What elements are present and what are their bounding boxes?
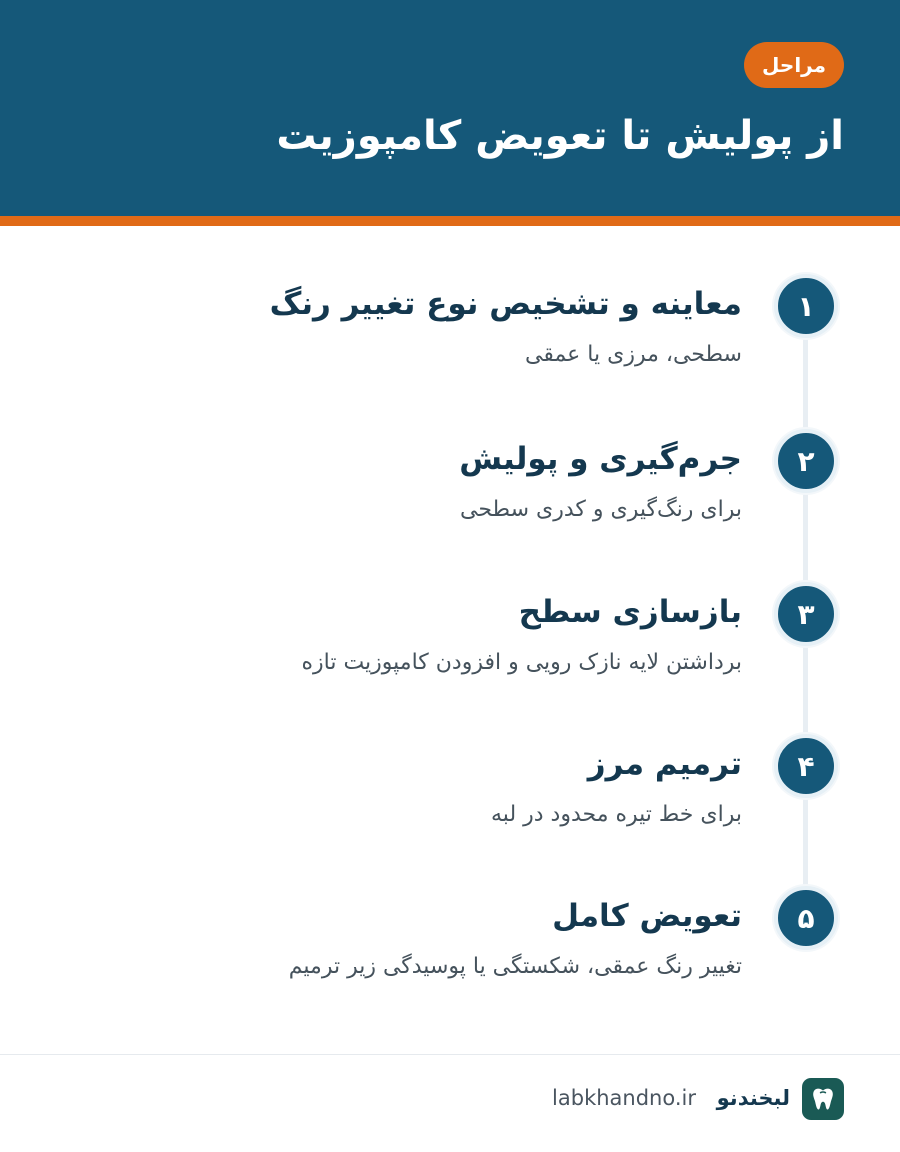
- step-number-badge: ۵: [774, 886, 838, 950]
- step-description: برای خط تیره محدود در لبه: [491, 802, 742, 827]
- brand-name: لبخندنو: [716, 1086, 790, 1110]
- tooth-icon: [802, 1078, 844, 1120]
- step-item: [0, 274, 900, 394]
- step-item: [0, 429, 900, 549]
- section-badge: مراحل: [744, 42, 844, 88]
- step-description: سطحی، مرزی یا عمقی: [524, 342, 742, 367]
- website-url[interactable]: labkhandno.ir: [552, 1086, 696, 1110]
- page-title: از پولیش تا تعویض کامپوزیت: [276, 113, 844, 159]
- step-description: برداشتن لایه نازک رویی و افزودن کامپوزیت تازه: [301, 650, 742, 675]
- step-title: ترمیم مرز: [587, 746, 742, 782]
- step-title: معاینه و تشخیص نوع تغییر رنگ: [269, 286, 742, 322]
- step-item: [0, 886, 900, 1006]
- footer-divider: [0, 1054, 900, 1055]
- step-description: برای رنگ‌گیری و کدری سطحی: [460, 497, 742, 522]
- step-number-badge: ۴: [774, 734, 838, 798]
- step-item: [0, 582, 900, 702]
- step-title: تعویض کامل: [552, 898, 742, 934]
- step-title: بازسازی سطح: [518, 594, 742, 630]
- step-description: تغییر رنگ عمقی، شکستگی یا پوسیدگی زیر ترمیم: [288, 954, 742, 979]
- step-number-badge: ۲: [774, 429, 838, 493]
- step-item: [0, 734, 900, 854]
- step-number-badge: ۱: [774, 274, 838, 338]
- step-title: جرم‌گیری و پولیش: [459, 441, 742, 477]
- step-number-badge: ۳: [774, 582, 838, 646]
